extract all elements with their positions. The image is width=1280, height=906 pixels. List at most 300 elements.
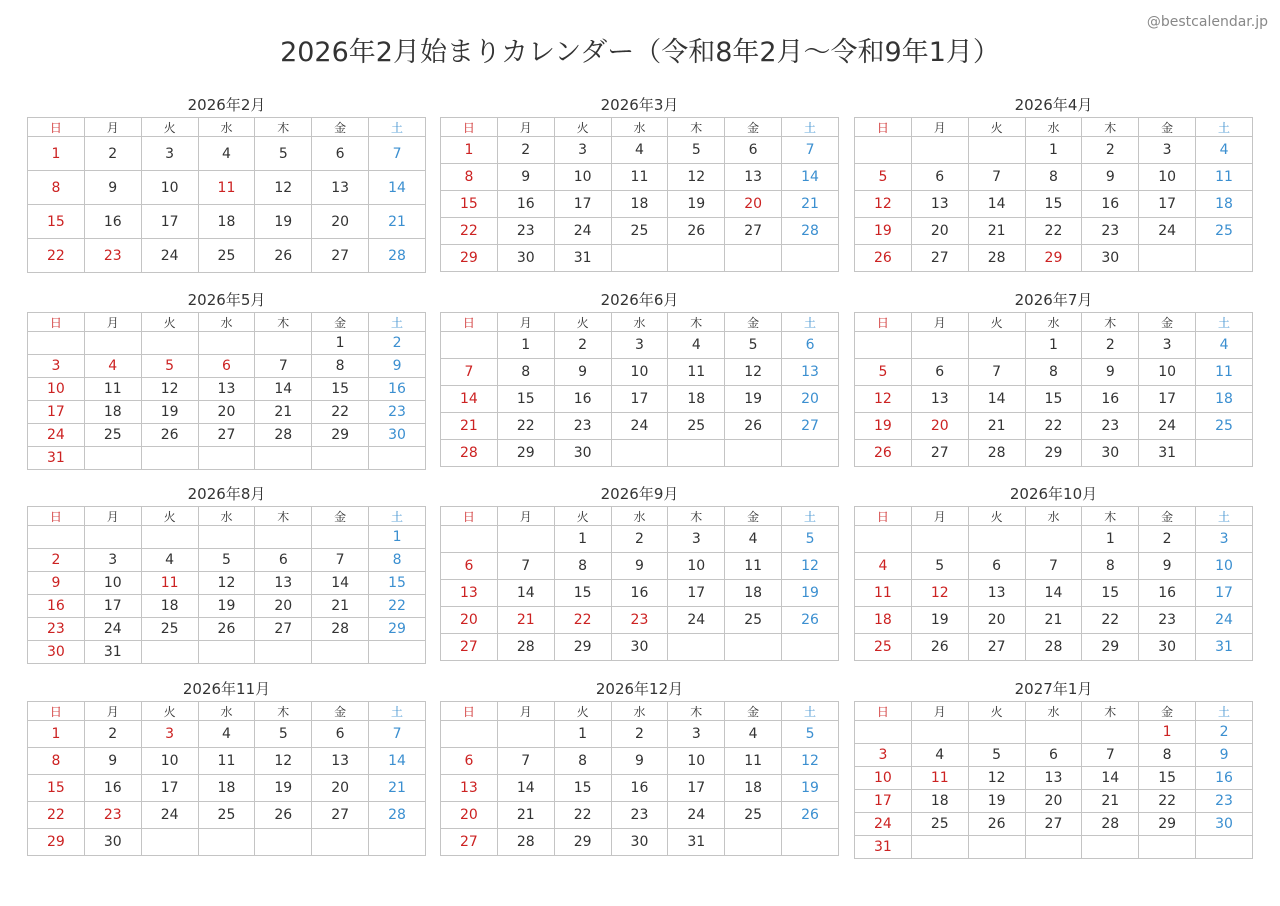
weekday-header: 金 — [1139, 702, 1196, 721]
day-cell: 4 — [141, 549, 198, 572]
day-cell: 16 — [554, 386, 611, 413]
day-cell: 7 — [1025, 553, 1082, 580]
week-row — [28, 748, 426, 775]
day-cell: 9 — [1082, 359, 1139, 386]
day-cell: 29 — [369, 618, 426, 641]
day-cell: 14 — [255, 378, 312, 401]
day-cell: 9 — [611, 553, 668, 580]
day-cell: 12 — [782, 553, 839, 580]
week-row — [441, 802, 839, 829]
weekday-header: 日 — [441, 313, 498, 332]
empty-cell — [84, 526, 141, 549]
week-row — [441, 245, 839, 272]
week-row — [855, 813, 1253, 836]
day-cell: 10 — [1139, 359, 1196, 386]
week-row — [28, 775, 426, 802]
day-cell: 18 — [668, 386, 725, 413]
weekday-header: 木 — [1082, 507, 1139, 526]
weekday-header: 日 — [28, 313, 85, 332]
day-cell: 19 — [855, 413, 912, 440]
weekday-header: 土 — [1196, 507, 1253, 526]
day-cell: 7 — [312, 549, 369, 572]
weekday-header-row — [28, 702, 426, 721]
weekday-header: 土 — [782, 313, 839, 332]
empty-cell — [312, 526, 369, 549]
empty-cell — [1196, 836, 1253, 859]
day-cell: 7 — [1082, 744, 1139, 767]
day-cell: 1 — [1139, 721, 1196, 744]
empty-cell — [255, 641, 312, 664]
weekday-header: 月 — [911, 507, 968, 526]
weekday-header-row — [28, 313, 426, 332]
day-cell: 3 — [28, 355, 85, 378]
month-title: 2026年12月 — [595, 680, 684, 698]
month-title: 2026年7月 — [1014, 291, 1093, 309]
day-cell: 3 — [554, 137, 611, 164]
day-cell: 23 — [611, 802, 668, 829]
day-cell: 2 — [611, 526, 668, 553]
day-cell: 5 — [911, 553, 968, 580]
month-title: 2026年5月 — [187, 291, 266, 309]
week-row — [441, 164, 839, 191]
day-cell: 12 — [141, 378, 198, 401]
empty-cell — [369, 641, 426, 664]
day-cell: 2 — [84, 721, 141, 748]
day-cell: 13 — [312, 748, 369, 775]
day-cell: 11 — [855, 580, 912, 607]
month-calendar — [27, 482, 426, 664]
weekday-header: 水 — [1025, 702, 1082, 721]
weekday-header: 火 — [141, 118, 198, 137]
day-cell: 11 — [725, 553, 782, 580]
weekday-header: 木 — [255, 313, 312, 332]
day-cell: 9 — [84, 171, 141, 205]
empty-cell — [911, 836, 968, 859]
day-cell: 10 — [1139, 164, 1196, 191]
week-row — [855, 580, 1253, 607]
day-cell: 9 — [28, 572, 85, 595]
day-cell: 6 — [911, 359, 968, 386]
day-cell: 12 — [911, 580, 968, 607]
day-cell: 8 — [1139, 744, 1196, 767]
day-cell: 21 — [497, 802, 554, 829]
day-cell: 27 — [968, 634, 1025, 661]
day-cell: 24 — [855, 813, 912, 836]
day-cell: 10 — [141, 171, 198, 205]
day-cell: 19 — [141, 401, 198, 424]
week-row — [441, 526, 839, 553]
day-cell: 21 — [1025, 607, 1082, 634]
weekday-header: 月 — [911, 702, 968, 721]
day-cell: 30 — [1082, 245, 1139, 272]
day-cell: 14 — [782, 164, 839, 191]
day-cell: 19 — [198, 595, 255, 618]
day-cell: 20 — [725, 191, 782, 218]
week-row — [441, 775, 839, 802]
week-row — [855, 164, 1253, 191]
day-cell: 16 — [1139, 580, 1196, 607]
day-cell: 20 — [782, 386, 839, 413]
day-cell: 18 — [725, 580, 782, 607]
week-row — [855, 553, 1253, 580]
day-cell: 11 — [84, 378, 141, 401]
weekday-header: 火 — [554, 702, 611, 721]
week-row — [28, 641, 426, 664]
week-row — [441, 748, 839, 775]
week-row — [28, 549, 426, 572]
weekday-header: 日 — [28, 702, 85, 721]
week-row — [28, 802, 426, 829]
day-cell: 21 — [369, 775, 426, 802]
day-cell: 10 — [668, 553, 725, 580]
day-cell: 8 — [369, 549, 426, 572]
day-cell: 29 — [554, 829, 611, 856]
day-cell: 18 — [1196, 191, 1253, 218]
day-cell: 11 — [725, 748, 782, 775]
day-cell: 25 — [611, 218, 668, 245]
day-cell: 1 — [369, 526, 426, 549]
week-row — [28, 526, 426, 549]
day-cell: 26 — [855, 245, 912, 272]
day-cell: 30 — [554, 440, 611, 467]
day-cell: 1 — [312, 332, 369, 355]
weekday-header: 水 — [611, 118, 668, 137]
day-cell: 15 — [554, 580, 611, 607]
day-cell: 20 — [911, 218, 968, 245]
weekday-header: 木 — [668, 507, 725, 526]
weekday-header: 火 — [968, 702, 1025, 721]
month-table — [440, 312, 839, 467]
weekday-header: 金 — [312, 702, 369, 721]
week-row — [441, 553, 839, 580]
weekday-header: 土 — [1196, 313, 1253, 332]
weekday-header: 日 — [441, 118, 498, 137]
day-cell: 19 — [255, 205, 312, 239]
day-cell: 17 — [28, 401, 85, 424]
weekday-header: 火 — [141, 313, 198, 332]
day-cell: 28 — [497, 829, 554, 856]
month-calendar — [440, 288, 839, 467]
week-row — [28, 205, 426, 239]
weekday-header: 月 — [911, 313, 968, 332]
day-cell: 22 — [497, 413, 554, 440]
day-cell: 17 — [1139, 386, 1196, 413]
day-cell: 10 — [1196, 553, 1253, 580]
day-cell: 28 — [369, 239, 426, 273]
empty-cell — [668, 634, 725, 661]
month-table — [854, 117, 1253, 272]
day-cell: 2 — [1082, 332, 1139, 359]
day-cell: 16 — [28, 595, 85, 618]
day-cell: 29 — [497, 440, 554, 467]
day-cell: 6 — [312, 721, 369, 748]
day-cell: 21 — [369, 205, 426, 239]
month-table — [27, 506, 426, 664]
day-cell: 30 — [1139, 634, 1196, 661]
empty-cell — [668, 440, 725, 467]
day-cell: 22 — [1025, 218, 1082, 245]
week-row — [855, 607, 1253, 634]
day-cell: 6 — [782, 332, 839, 359]
day-cell: 14 — [497, 580, 554, 607]
weekday-header: 月 — [84, 313, 141, 332]
day-cell: 22 — [1025, 413, 1082, 440]
day-cell: 4 — [611, 137, 668, 164]
month-calendar — [854, 93, 1253, 272]
weekday-header: 木 — [1082, 118, 1139, 137]
day-cell: 22 — [369, 595, 426, 618]
day-cell: 21 — [441, 413, 498, 440]
day-cell: 30 — [497, 245, 554, 272]
weekday-header: 金 — [725, 507, 782, 526]
month-title: 2026年11月 — [182, 680, 271, 698]
day-cell: 15 — [497, 386, 554, 413]
weekday-header: 火 — [554, 313, 611, 332]
day-cell: 18 — [141, 595, 198, 618]
day-cell: 2 — [1196, 721, 1253, 744]
day-cell: 12 — [255, 171, 312, 205]
day-cell: 6 — [725, 137, 782, 164]
day-cell: 5 — [141, 355, 198, 378]
day-cell: 29 — [312, 424, 369, 447]
weekday-header: 水 — [198, 702, 255, 721]
empty-cell — [312, 447, 369, 470]
day-cell: 13 — [441, 775, 498, 802]
weekday-header: 日 — [855, 507, 912, 526]
day-cell: 20 — [441, 607, 498, 634]
month-calendar — [440, 93, 839, 272]
empty-cell — [497, 526, 554, 553]
week-row — [28, 171, 426, 205]
month-calendar — [440, 677, 839, 856]
week-row — [28, 355, 426, 378]
empty-cell — [84, 447, 141, 470]
day-cell: 23 — [28, 618, 85, 641]
week-row — [855, 386, 1253, 413]
day-cell: 30 — [369, 424, 426, 447]
day-cell: 1 — [1082, 526, 1139, 553]
weekday-header: 水 — [611, 507, 668, 526]
day-cell: 3 — [668, 526, 725, 553]
empty-cell — [782, 245, 839, 272]
weekday-header: 日 — [855, 702, 912, 721]
day-cell: 2 — [369, 332, 426, 355]
weekday-header: 金 — [1139, 118, 1196, 137]
empty-cell — [312, 641, 369, 664]
day-cell: 13 — [1025, 767, 1082, 790]
empty-cell — [911, 721, 968, 744]
weekday-header: 木 — [255, 118, 312, 137]
day-cell: 9 — [497, 164, 554, 191]
month-table — [440, 506, 839, 661]
week-row — [28, 829, 426, 856]
weekday-header: 金 — [1139, 507, 1196, 526]
month-title: 2026年2月 — [187, 96, 266, 114]
day-cell: 11 — [1196, 359, 1253, 386]
day-cell: 18 — [198, 205, 255, 239]
day-cell: 30 — [28, 641, 85, 664]
day-cell: 25 — [725, 802, 782, 829]
month-title: 2026年8月 — [187, 485, 266, 503]
day-cell: 4 — [855, 553, 912, 580]
day-cell: 21 — [497, 607, 554, 634]
month-table — [27, 312, 426, 470]
empty-cell — [782, 440, 839, 467]
day-cell: 28 — [497, 634, 554, 661]
day-cell: 3 — [855, 744, 912, 767]
weekday-header: 日 — [855, 313, 912, 332]
day-cell: 1 — [497, 332, 554, 359]
day-cell: 24 — [1139, 218, 1196, 245]
weekday-header: 月 — [497, 507, 554, 526]
day-cell: 22 — [554, 607, 611, 634]
day-cell: 14 — [441, 386, 498, 413]
weekday-header-row — [441, 507, 839, 526]
day-cell: 3 — [141, 721, 198, 748]
weekday-header-row — [441, 118, 839, 137]
day-cell: 27 — [312, 239, 369, 273]
day-cell: 16 — [1082, 386, 1139, 413]
day-cell: 20 — [198, 401, 255, 424]
empty-cell — [28, 332, 85, 355]
day-cell: 16 — [1196, 767, 1253, 790]
weekday-header: 土 — [782, 702, 839, 721]
day-cell: 3 — [1139, 332, 1196, 359]
day-cell: 15 — [28, 205, 85, 239]
day-cell: 31 — [1196, 634, 1253, 661]
week-row — [855, 191, 1253, 218]
empty-cell — [141, 526, 198, 549]
day-cell: 10 — [611, 359, 668, 386]
day-cell: 16 — [1082, 191, 1139, 218]
day-cell: 26 — [255, 802, 312, 829]
day-cell: 19 — [255, 775, 312, 802]
week-row — [28, 572, 426, 595]
month-calendar — [27, 677, 426, 856]
day-cell: 8 — [441, 164, 498, 191]
day-cell: 2 — [84, 137, 141, 171]
empty-cell — [198, 641, 255, 664]
weekday-header: 月 — [497, 313, 554, 332]
day-cell: 18 — [84, 401, 141, 424]
empty-cell — [84, 332, 141, 355]
month-calendar — [854, 482, 1253, 661]
day-cell: 17 — [668, 775, 725, 802]
day-cell: 19 — [725, 386, 782, 413]
day-cell: 26 — [855, 440, 912, 467]
day-cell: 14 — [1082, 767, 1139, 790]
empty-cell — [255, 332, 312, 355]
day-cell: 4 — [725, 721, 782, 748]
day-cell: 18 — [198, 775, 255, 802]
weekday-header-row — [28, 118, 426, 137]
day-cell: 13 — [312, 171, 369, 205]
day-cell: 18 — [855, 607, 912, 634]
day-cell: 4 — [668, 332, 725, 359]
empty-cell — [911, 526, 968, 553]
day-cell: 6 — [911, 164, 968, 191]
day-cell: 23 — [84, 239, 141, 273]
day-cell: 14 — [369, 748, 426, 775]
day-cell: 6 — [255, 549, 312, 572]
day-cell: 25 — [198, 239, 255, 273]
day-cell: 22 — [312, 401, 369, 424]
empty-cell — [369, 829, 426, 856]
day-cell: 1 — [441, 137, 498, 164]
day-cell: 22 — [28, 802, 85, 829]
empty-cell — [968, 137, 1025, 164]
day-cell: 7 — [497, 553, 554, 580]
day-cell: 27 — [782, 413, 839, 440]
day-cell: 7 — [441, 359, 498, 386]
day-cell: 26 — [968, 813, 1025, 836]
day-cell: 17 — [84, 595, 141, 618]
empty-cell — [497, 721, 554, 748]
day-cell: 25 — [198, 802, 255, 829]
day-cell: 1 — [1025, 332, 1082, 359]
day-cell: 1 — [554, 721, 611, 748]
weekday-header-row — [855, 313, 1253, 332]
week-row — [855, 790, 1253, 813]
day-cell: 28 — [255, 424, 312, 447]
site-name: @bestcalendar.jp — [1146, 14, 1268, 30]
day-cell: 27 — [1025, 813, 1082, 836]
day-cell: 5 — [782, 526, 839, 553]
day-cell: 29 — [1139, 813, 1196, 836]
empty-cell — [855, 721, 912, 744]
day-cell: 15 — [1025, 191, 1082, 218]
day-cell: 20 — [312, 205, 369, 239]
day-cell: 21 — [782, 191, 839, 218]
day-cell: 24 — [141, 802, 198, 829]
day-cell: 24 — [668, 802, 725, 829]
week-row — [855, 137, 1253, 164]
empty-cell — [968, 332, 1025, 359]
day-cell: 2 — [28, 549, 85, 572]
day-cell: 16 — [611, 775, 668, 802]
weekday-header: 土 — [369, 507, 426, 526]
day-cell: 16 — [497, 191, 554, 218]
weekday-header: 月 — [497, 702, 554, 721]
empty-cell — [441, 721, 498, 748]
day-cell: 25 — [141, 618, 198, 641]
day-cell: 28 — [968, 245, 1025, 272]
empty-cell — [141, 829, 198, 856]
day-cell: 24 — [1139, 413, 1196, 440]
day-cell: 4 — [725, 526, 782, 553]
day-cell: 22 — [28, 239, 85, 273]
week-row — [855, 218, 1253, 245]
day-cell: 5 — [668, 137, 725, 164]
day-cell: 26 — [911, 634, 968, 661]
week-row — [28, 401, 426, 424]
day-cell: 25 — [1196, 413, 1253, 440]
empty-cell — [911, 137, 968, 164]
day-cell: 15 — [441, 191, 498, 218]
empty-cell — [255, 447, 312, 470]
day-cell: 22 — [554, 802, 611, 829]
weekday-header: 月 — [84, 118, 141, 137]
empty-cell — [725, 440, 782, 467]
day-cell: 8 — [28, 748, 85, 775]
week-row — [855, 359, 1253, 386]
weekday-header: 火 — [554, 507, 611, 526]
day-cell: 5 — [782, 721, 839, 748]
day-cell: 6 — [198, 355, 255, 378]
month-calendar — [27, 93, 426, 273]
month-title: 2026年9月 — [600, 485, 679, 503]
day-cell: 8 — [554, 748, 611, 775]
